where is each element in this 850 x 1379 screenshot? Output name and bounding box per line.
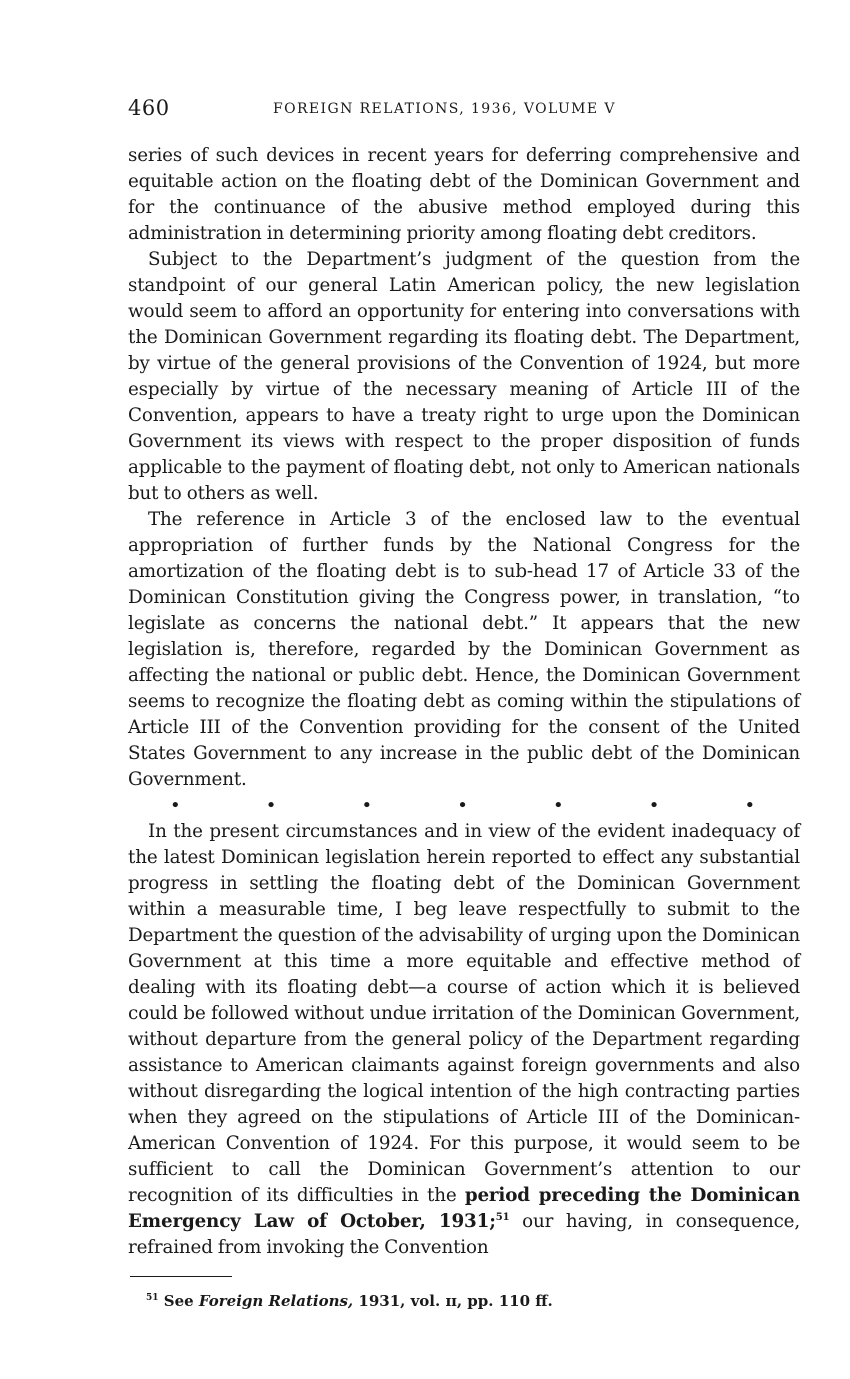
omission-ellipsis [128, 793, 800, 819]
ellipsis-dot: • [457, 795, 468, 816]
body-text [128, 143, 800, 1261]
footnote [146, 1292, 553, 1310]
footnote-reference[interactable]: 51 [495, 1211, 510, 1223]
paragraph-text-end: our having, in consequence, refrained from invoking the Convention [128, 1211, 800, 1258]
ellipsis-dot: • [361, 795, 372, 816]
ellipsis-dot: • [648, 795, 660, 816]
footnote-prefix: See [163, 1292, 194, 1310]
paragraph-department-judgment: Subject to the Department’s judgment of the question from the standpoint of our general Latin American policy, the new legislation would seem to afford an opportunity for entering into conversations with the Dominican Government regarding its floating debt. The Department, by virtue of the general provisions of the Convention of 1924, but more especially by virtue of the necessary meaning of Article III of the Convention, appears to have a treaty right to urge upon the Dominican Government its views with respect to the proper disposition of funds applicable to the payment of floating debt, not only to American nationals but to others as well. [128, 249, 800, 504]
paragraph-present-circumstances [128, 819, 800, 1261]
ellipsis-dot: • [553, 795, 564, 816]
ellipsis-dot: • [744, 795, 755, 816]
page-number: 460 [128, 96, 170, 120]
paragraph-continued: series of such devices in recent years for deferring comprehensive and equitable action on the floating debt of the Dominican Government and for the continuance of the abusive method employed during this administration in determining priority among floating debt creditors. [128, 145, 800, 244]
ellipsis-dot: • [265, 795, 277, 816]
footnote-divider [130, 1276, 232, 1277]
page-header [128, 96, 800, 126]
footnote-number: 51 [146, 1293, 159, 1303]
paragraph-text: In the present circumstances and in view of the evident inadequacy of the latest Dominican legislation herein reported to effect any substantial progress in settling the floating debt of the Dominican Government within a measurable time, I beg leave respectfully to submit to the Department the question of the advisability of urging upon the Dominican Government at this time a more equitable and effective method of dealing with its floating debt—a course of action which it is believed could be followed without undue irritation of the Dominican Government, without departure from the general policy of the Department regarding assistance to American claimants against foreign governments and also without disregarding the logical intention of the high contracting parties when they agreed on the stipulations of Article III of the Dominican-American Convention of 1924. For this purpose, it would seem to be sufficient to call the Dominican Government’s attention to our recognition of its difficulties in the [128, 821, 800, 1206]
footnote-title: Foreign Relations, [198, 1292, 354, 1310]
bold-phrase: period preceding the Dominican Emergency Law of October, 1931; [128, 1185, 800, 1232]
footnote-citation: 1931, vol. ɪɪ, pp. 110 ff. [358, 1292, 553, 1310]
running-head: FOREIGN RELATIONS, 1936, VOLUME V [273, 101, 616, 117]
paragraph-article-reference: The reference in Article 3 of the enclosed law to the eventual appropriation of further funds by the National Congress for the amortization of the floating debt is to sub-head 17 of Article 33 of the Dominican Constitution giving the Congress power, in translation, “to legislate as concerns the national debt.” It appears that the new legislation is, therefore, regarded by the Dominican Government as affecting the national or public debt. Hence, the Dominican Government seems to recognize the floating debt as coming within the stipulations of Article III of the Convention providing for the consent of the United States Government to any increase in the public debt of the Dominican Government. [128, 509, 800, 790]
ellipsis-dot: • [170, 795, 181, 816]
